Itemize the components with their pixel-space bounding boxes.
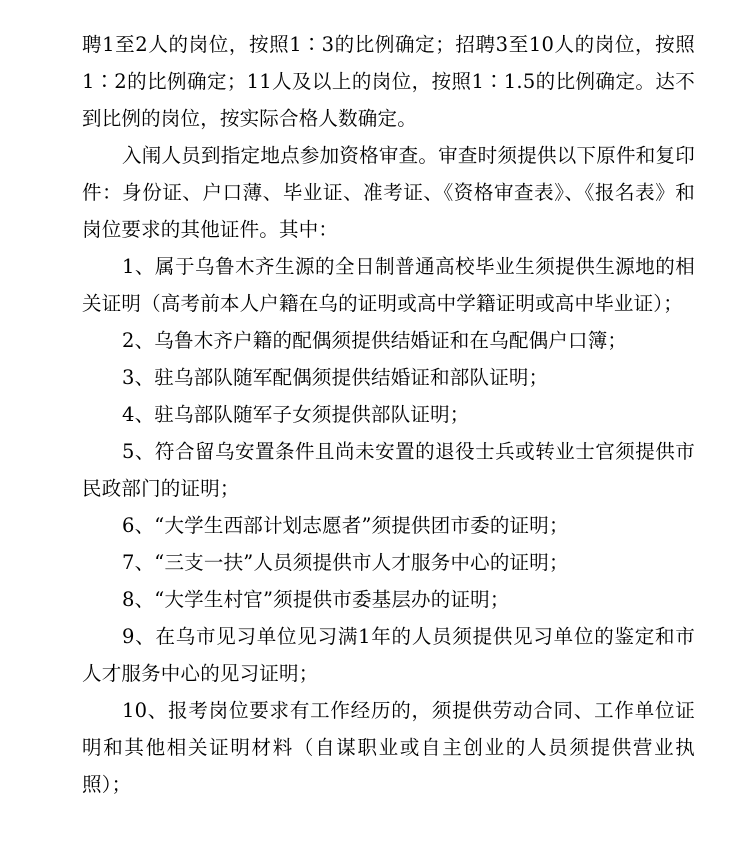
paragraph-item-7: 7、“三支一扶”人员须提供市人才服务中心的证明；	[122, 551, 569, 574]
paragraph-item-5: 5、符合留乌安置条件且尚未安置的退役士兵或转业士官须提供市民政部门的证明；	[82, 440, 695, 500]
document-body	[82, 26, 695, 803]
paragraph-item-1: 1、属于乌鲁木齐生源的全日制普通高校毕业生须提供生源地的相关证明（高考前本人户籍在乌的证明或高中学籍证明或高中毕业证）；	[82, 255, 695, 315]
paragraph-item-10: 10、报考岗位要求有工作经历的，须提供劳动合同、工作单位证明和其他相关证明材料（自谋职业或自主创业的人员须提供营业执照）；	[82, 699, 695, 796]
paragraph-item-3: 3、驻乌部队随军配偶须提供结婚证和部队证明；	[122, 366, 549, 389]
paragraph-item-9: 9、在乌市见习单位见习满1年的人员须提供见习单位的鉴定和市人才服务中心的见习证明；	[82, 625, 695, 685]
paragraph-item-4: 4、驻乌部队随军子女须提供部队证明；	[122, 403, 470, 426]
paragraph-item-8: 8、“大学生村官”须提供市委基层办的证明；	[122, 588, 510, 611]
paragraph-item-6: 6、“大学生西部计划志愿者”须提供团市委的证明；	[122, 514, 569, 537]
paragraph-item-2: 2、乌鲁木齐户籍的配偶须提供结婚证和在乌配偶户口簿；	[122, 329, 628, 352]
paragraph-ratio-rules: 聘1至2人的岗位，按照1∶3的比例确定；招聘3至10人的岗位，按照1∶2的比例确定；11人及以上的岗位，按照1∶1.5的比例确定。达不到比例的岗位，按实际合格人数确定。	[82, 33, 695, 130]
paragraph-qualification-review: 入闱人员到指定地点参加资格审查。审查时须提供以下原件和复印件：身份证、户口薄、毕业证、准考证、《资格审查表》、《报名表》和岗位要求的其他证件。其中：	[82, 144, 695, 241]
